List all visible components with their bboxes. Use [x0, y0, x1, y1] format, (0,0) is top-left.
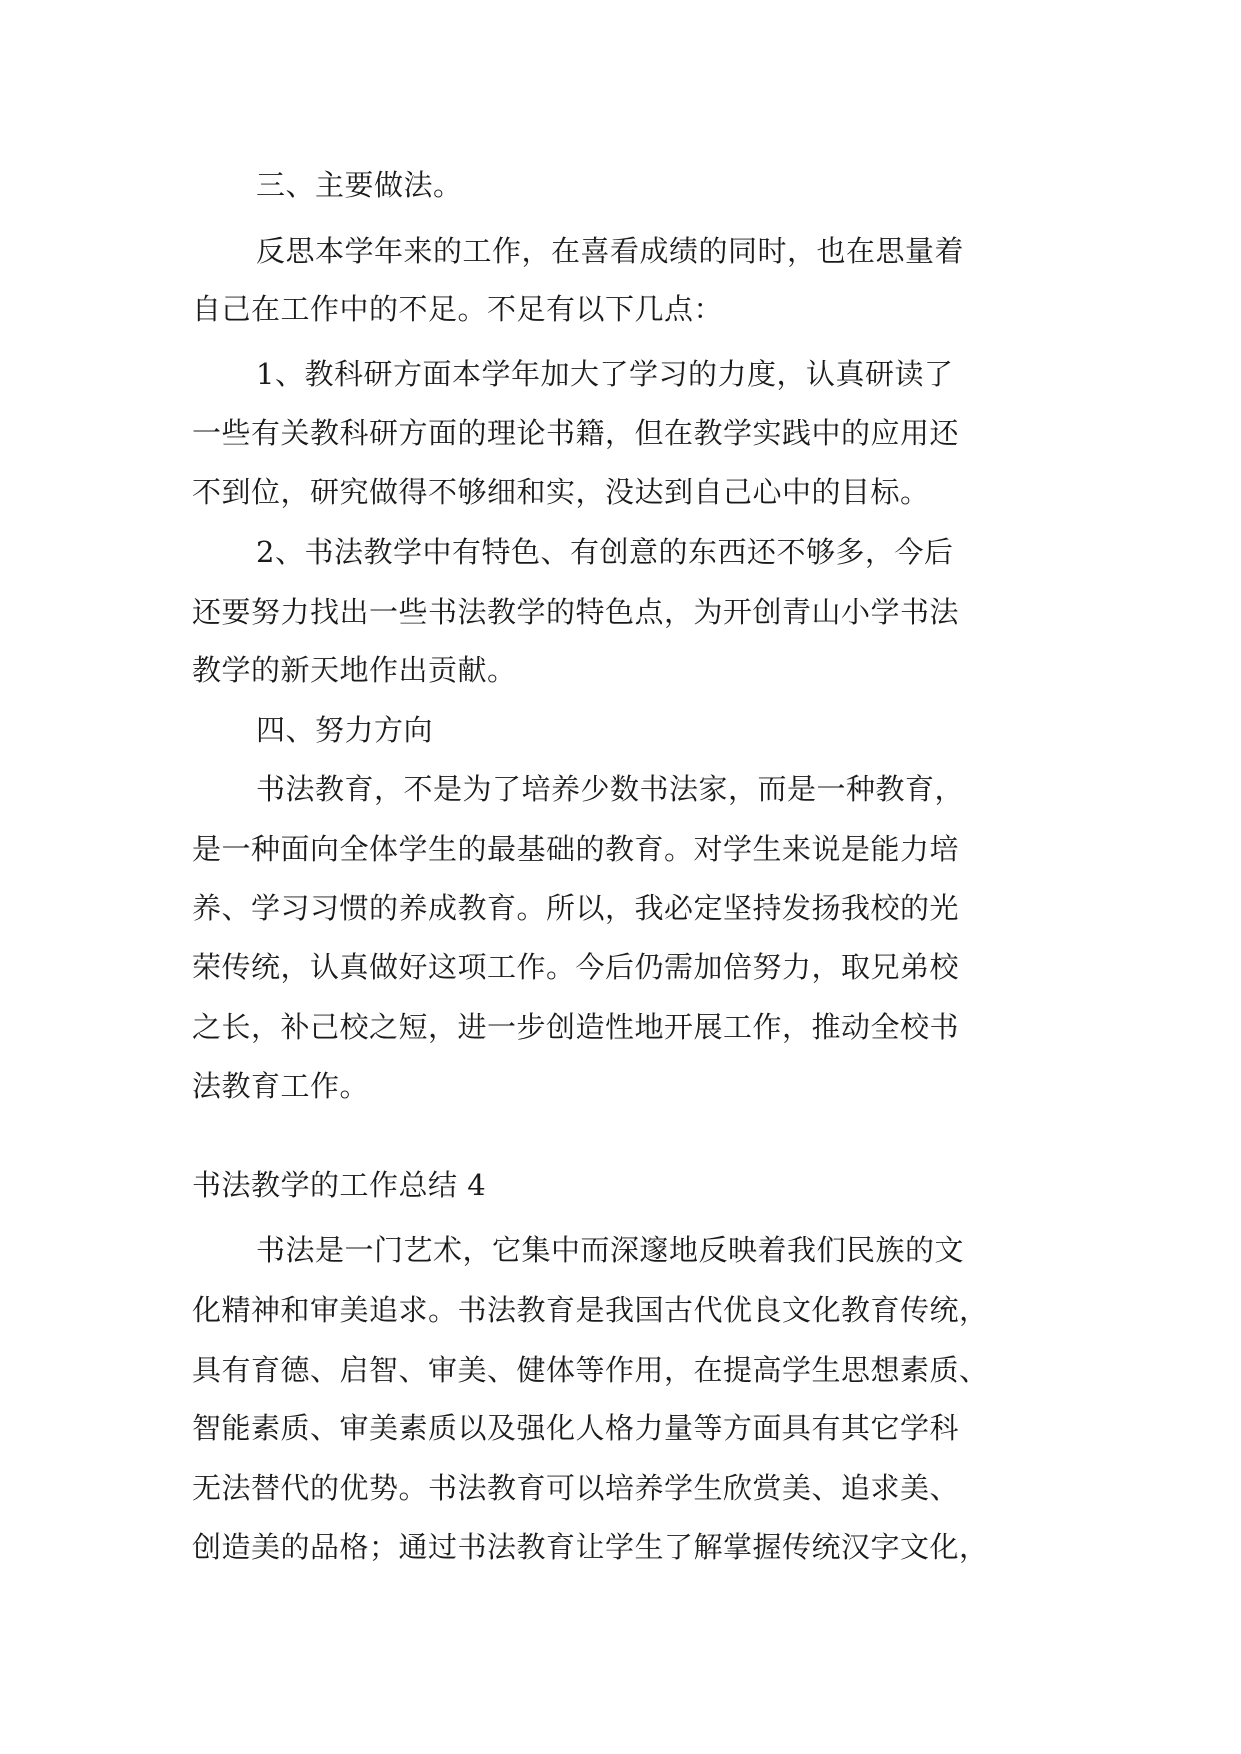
point2-line-1: 2、书法教学中有特色、有创意的东西还不够多，今后: [256, 535, 954, 569]
article4-line-4: 智能素质、审美素质以及强化人格力量等方面具有其它学科: [192, 1411, 960, 1445]
point1-line-2: 一些有关教科研方面的理论书籍，但在教学实践中的应用还: [192, 416, 960, 450]
point1-line-3: 不到位，研究做得不够细和实，没达到自己心中的目标。: [192, 475, 930, 509]
section4-line-2: 是一种面向全体学生的最基础的教育。对学生来说是能力培: [192, 832, 960, 866]
point2-line-3: 教学的新天地作出贡献。: [192, 653, 517, 687]
point1-line-1: 1、教科研方面本学年加大了学习的力度，认真研读了: [256, 357, 954, 391]
article4-title: 书法教学的工作总结 4: [192, 1168, 487, 1202]
section3-intro-line-2: 自己在工作中的不足。不足有以下几点：: [192, 292, 724, 326]
article4-line-5: 无法替代的优势。书法教育可以培养学生欣赏美、追求美、: [192, 1471, 960, 1505]
point2-line-2: 还要努力找出一些书法教学的特色点，为开创青山小学书法: [192, 595, 960, 629]
section4-line-1: 书法教育，不是为了培养少数书法家，而是一种教育，: [256, 772, 965, 806]
section3-intro-line-1: 反思本学年来的工作，在喜看成绩的同时，也在思量着: [256, 234, 965, 268]
section4-line-6: 法教育工作。: [192, 1069, 370, 1103]
section4-heading: 四、努力方向: [256, 713, 434, 747]
section4-line-4: 荣传统，认真做好这项工作。今后仍需加倍努力，取兄弟校: [192, 950, 960, 984]
article4-line-3: 具有育德、启智、审美、健体等作用，在提高学生思想素质、: [192, 1353, 989, 1387]
article4-line-1: 书法是一门艺术，它集中而深邃地反映着我们民族的文: [256, 1233, 965, 1267]
section3-heading: 三、主要做法。: [256, 168, 463, 202]
article4-line-6: 创造美的品格；通过书法教育让学生了解掌握传统汉字文化，: [192, 1530, 989, 1564]
section4-line-3: 养、学习习惯的养成教育。所以，我必定坚持发扬我校的光: [192, 891, 960, 925]
article4-line-2: 化精神和审美追求。书法教育是我国古代优良文化教育传统，: [192, 1293, 989, 1327]
section4-line-5: 之长，补己校之短，进一步创造性地开展工作，推动全校书: [192, 1010, 960, 1044]
